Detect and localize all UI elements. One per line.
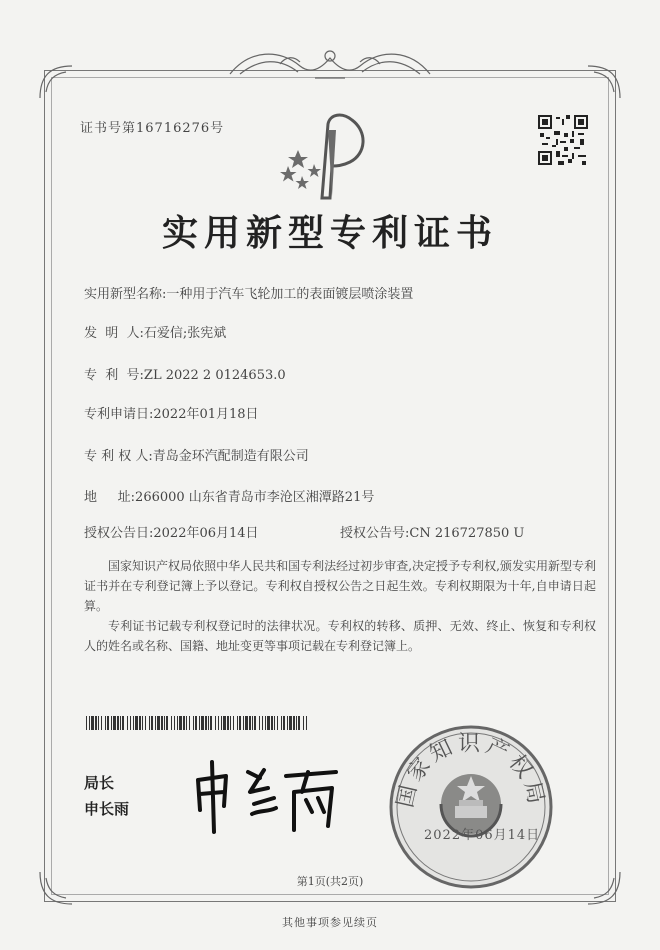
corner-ornament-icon	[36, 62, 76, 102]
field-value: 2022年06月14日	[153, 526, 259, 541]
corner-ornament-icon	[584, 62, 624, 102]
field-value: 青岛金环汽配制造有限公司	[152, 449, 309, 464]
seal-date: 2022年06月14日	[424, 828, 541, 843]
continuation-note: 其他事项参见续页	[282, 916, 378, 929]
legal-paragraph-2: 专利证书记载专利权登记时的法律状况。专利权的转移、质押、无效、终止、恢复和专利权人的姓名或名称、国籍、地址变更等事项记载在专利登记簿上。	[84, 619, 596, 653]
director-name: 申长雨	[84, 800, 130, 818]
field-label: 授权公告号:	[340, 526, 410, 541]
field-label: 地 址:	[84, 490, 136, 505]
field-value: 一种用于汽车飞轮加工的表面镀层喷涂装置	[166, 287, 414, 302]
utility-model-name-field	[84, 283, 413, 302]
page-number: 第1页(共2页)	[296, 875, 364, 888]
top-ornament-icon	[220, 44, 440, 84]
qr-code-icon[interactable]	[538, 115, 588, 165]
inventor-field	[84, 322, 226, 341]
application-date-field	[84, 403, 259, 422]
address-field	[84, 486, 374, 505]
certificate-title: 实用新型专利证书	[161, 212, 498, 254]
field-label: 专 利 号:	[84, 368, 144, 383]
patentee-field	[84, 445, 309, 464]
field-value: CN 216727850 U	[409, 526, 525, 541]
patent-office-logo-icon	[276, 110, 386, 200]
patent-number-field	[84, 364, 286, 383]
field-value: ZL 2022 2 0124653.0	[143, 368, 286, 383]
field-value: 266000 山东省青岛市李沧区湘潭路21号	[135, 490, 375, 505]
barcode-icon	[86, 716, 308, 730]
field-label: 专 利 权 人:	[84, 449, 153, 464]
official-seal-icon	[386, 722, 556, 892]
seal-text: 国家知识产权局	[393, 731, 549, 810]
legal-paragraph-1: 国家知识产权局依照中华人民共和国专利法经过初步审查,决定授予专利权,颁发实用新型专利证书并在专利登记簿上予以登记。专利权自授权公告之日起生效。专利权期限为十年,自申请日起算。	[84, 559, 596, 613]
field-label: 发 明 人:	[84, 326, 144, 341]
announcement-number-field	[340, 522, 524, 541]
certificate-number: 证书号第16716276号	[80, 121, 225, 136]
field-label: 授权公告日:	[84, 526, 154, 541]
field-label: 实用新型名称:	[84, 287, 167, 302]
announcement-date-field	[84, 522, 259, 541]
field-label: 专利申请日:	[84, 407, 154, 422]
field-value: 石爱信;张宪斌	[143, 326, 227, 341]
director-signature-icon	[190, 752, 340, 842]
field-value: 2022年01月18日	[153, 407, 259, 422]
director-title: 局长	[84, 774, 115, 792]
